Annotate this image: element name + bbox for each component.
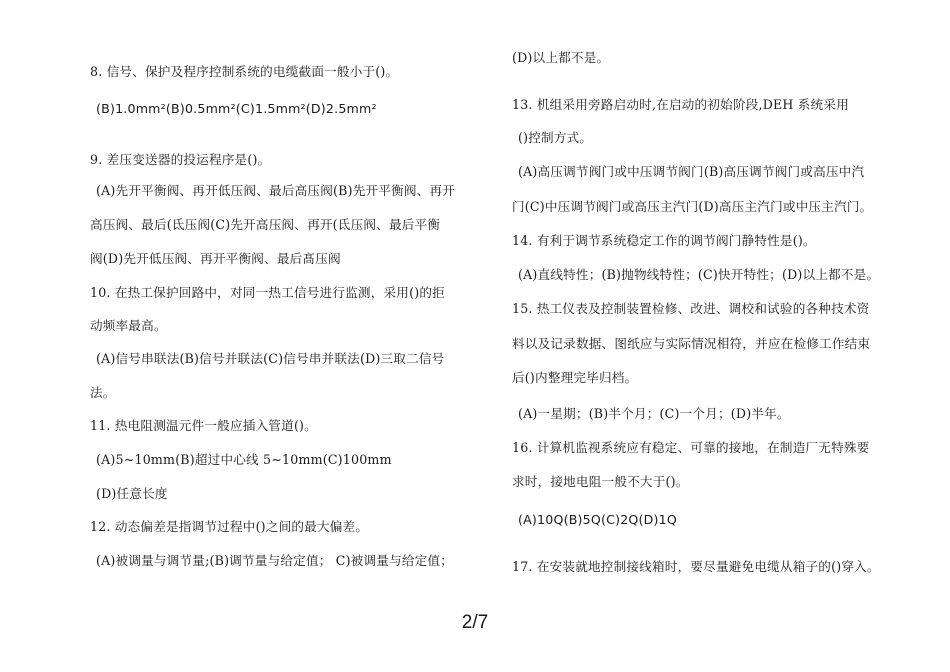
question-16-line-2: 求时，接地电阻一般不大于()。 — [512, 474, 689, 489]
question-12-options: (A)被调量与调节量;(B)调节量与给定值； C)被调量与给定值； — [96, 553, 454, 568]
question-16-options: (A)10Q(B)5Q(C)2Q(D)1Q — [518, 512, 677, 527]
question-14: 14. 有利于调节系统稳定工作的调节阀门静特性是()。 — [512, 233, 816, 248]
question-8: 8. 信号、保护及程序控制系统的电缆截面一般小于()。 — [90, 64, 399, 79]
question-10-options-line-2: 法。 — [90, 385, 116, 400]
question-11-options-line-1: (A)5~10mm(B)超过中心线 5~10mm(C)100mm — [96, 452, 392, 467]
question-9-options-line-3: 阀(D)先开低压阀、再开平衡阀、最后髙压阀 — [90, 251, 341, 266]
page-number: 2/7 — [461, 612, 489, 633]
question-8-options: (B)1.0mm²(B)0.5mm²(C)1.5mm²(D)2.5mm² — [96, 101, 377, 116]
question-12: 12. 动态偏差是指调节过程中()之间的最大偏差。 — [90, 519, 369, 534]
question-12-options-end: (D)以上都不是。 — [512, 50, 610, 65]
question-14-options: (A)直线特性；(B)抛物线特性；(C)快开特性；(D)以上都不是。 — [518, 267, 880, 282]
question-13-options-line-1: (A)高压调节阀门或中压调节阀门(B)高压调节阀门或高压中汽 — [518, 164, 865, 179]
question-10-line-1: 10. 在热工保护回路中，对同一热工信号进行监测，采用()的拒 — [90, 285, 445, 300]
question-11-options-line-2: (D)任意长度 — [96, 486, 168, 501]
question-13-options-line-2: 门(C)中压调节阀门或高压主汽门(D)高压主汽门或中压主汽门。 — [512, 199, 873, 214]
question-17: 17. 在安装就地控制接线箱时，要尽量避免电缆从箱子的()穿入。 — [512, 559, 880, 574]
question-15-line-1: 15. 热工仪表及控制装置检修、改进、调校和试验的各种技术资 — [512, 301, 870, 316]
question-11: 11. 热电阻测温元件一般应插入管道()。 — [90, 418, 317, 433]
question-13-line-1: 13. 机组采用旁路启动时,在启动的初始阶段,DEH 系统采用 — [512, 97, 849, 112]
question-9: 9. 差压变送器的投运程序是()。 — [90, 152, 271, 167]
question-15-options: (A)一星期；(B)半个月；(C)一个月；(D)半年。 — [518, 406, 790, 421]
question-15-line-2: 料以及记录数据、图纸应与实际情况相符，并应在检修工作结束 — [512, 336, 871, 351]
question-15-line-3: 后()内整理完毕归档。 — [512, 370, 638, 385]
question-10-options-line-1: (A)信号串联法(B)信号并联法(C)信号串并联法(D)三取二信号 — [96, 351, 445, 366]
question-10-line-2: 动频率最高。 — [90, 318, 167, 333]
question-9-options-line-1: (A)先开平衡阀、再开低压阀、最后高压阀(B)先开平衡阀、再开 — [96, 183, 456, 198]
question-16-line-1: 16. 计算机监视系统应有稳定、可靠的接地，在制造厂无特殊要 — [512, 440, 870, 455]
question-13-line-2: ()控制方式。 — [518, 130, 593, 145]
question-9-options-line-2: 高压阀、最后(氐压阀(C)先开高压阀、再开(氐压阀、最后平衡 — [90, 217, 441, 232]
